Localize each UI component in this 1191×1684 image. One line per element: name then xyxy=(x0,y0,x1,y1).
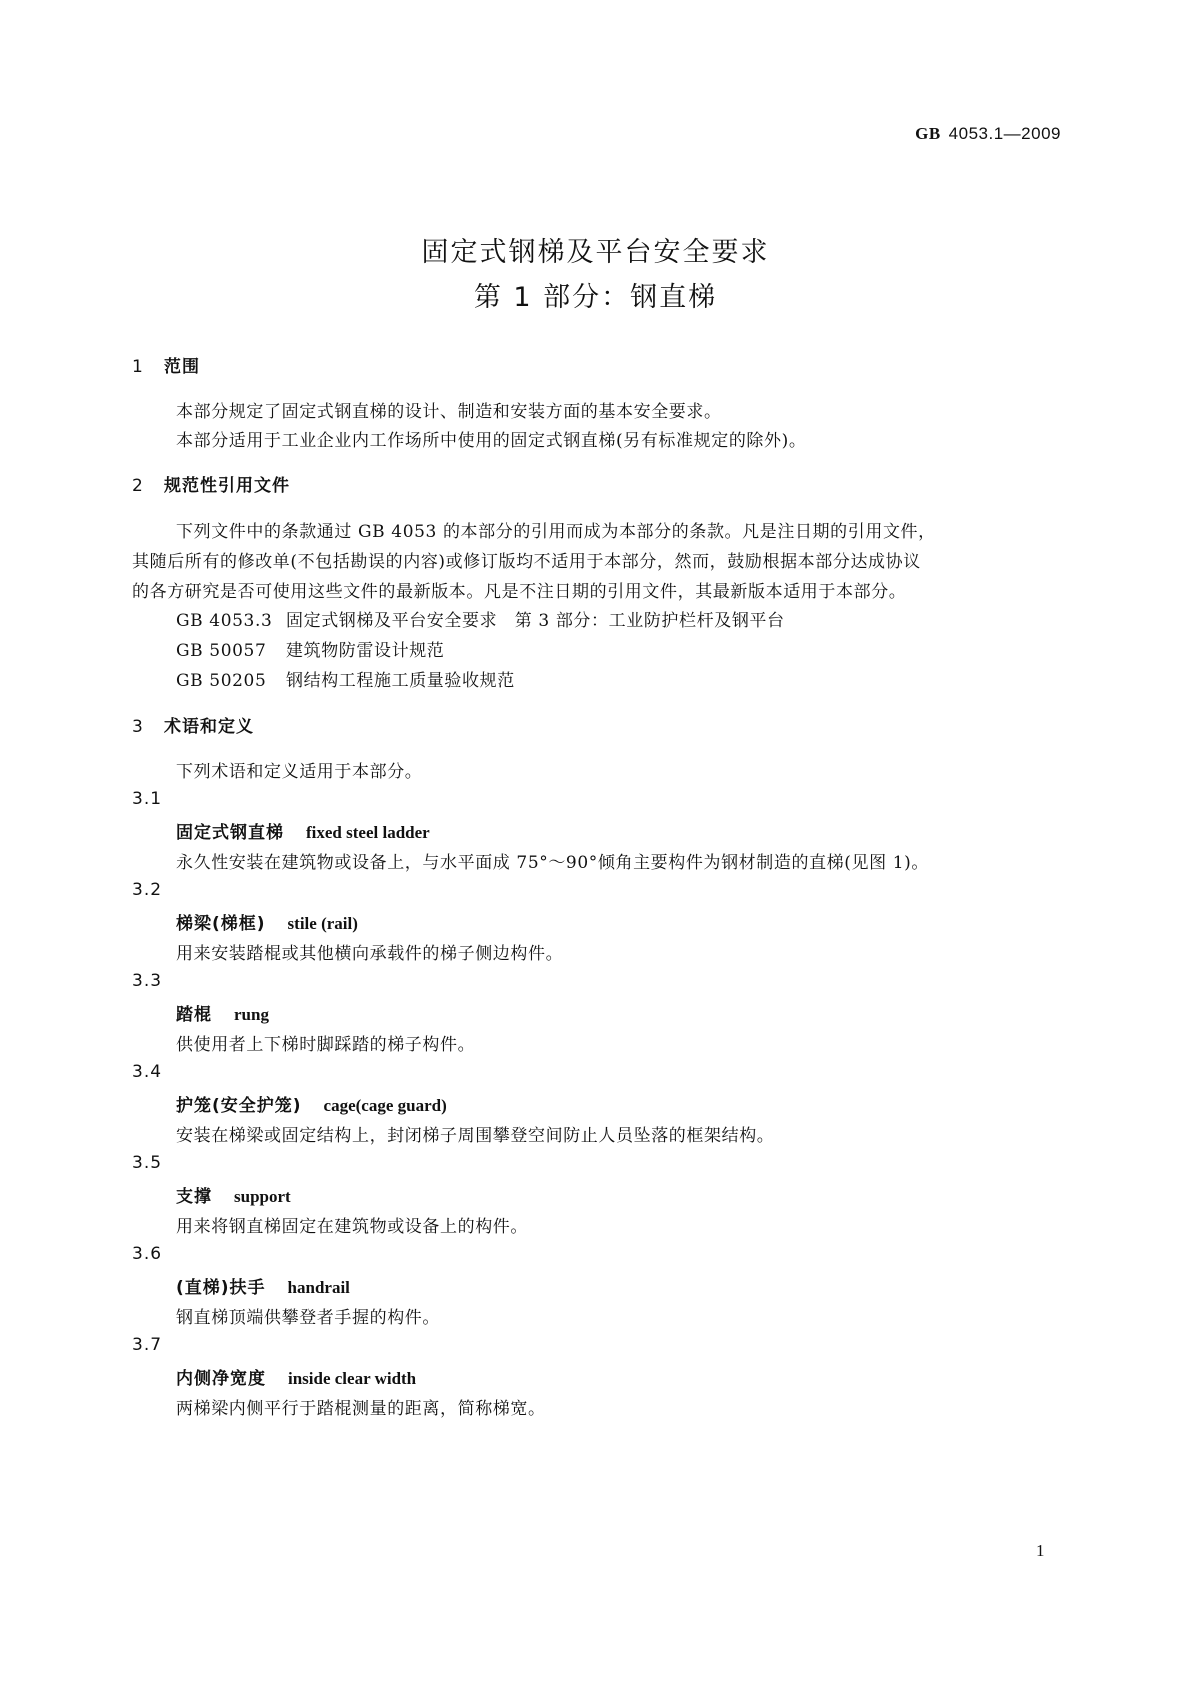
paragraph: 本部分适用于工业企业内工作场所中使用的固定式钢直梯(另有标准规定的除外)。 xyxy=(176,431,807,451)
term-definition: 用来将钢直梯固定在建筑物或设备上的构件。 xyxy=(176,1217,528,1237)
term-heading xyxy=(176,1273,350,1298)
term-heading xyxy=(176,909,358,934)
term-en: fixed steel ladder xyxy=(306,823,430,842)
term-en: cage(cage guard) xyxy=(323,1096,447,1115)
term-number: 3.6 xyxy=(132,1244,163,1264)
reference-item xyxy=(176,636,444,661)
term-zh: 支撑 xyxy=(176,1187,212,1207)
term-definition: 两梯梁内侧平行于踏棍测量的距离，简称梯宽。 xyxy=(176,1399,546,1419)
term-number: 3.1 xyxy=(132,789,163,809)
term-en: support xyxy=(234,1187,291,1206)
term-heading xyxy=(176,1364,416,1389)
reference-code: GB 50057 xyxy=(176,641,267,661)
term-en: rung xyxy=(234,1005,269,1024)
term-zh: (直梯)扶手 xyxy=(176,1278,266,1298)
standard-prefix: GB xyxy=(915,124,941,143)
section-title: 规范性引用文件 xyxy=(164,476,290,496)
section-title: 术语和定义 xyxy=(164,717,254,737)
term-definition: 永久性安装在建筑物或设备上，与水平面成 75°～90°倾角主要构件为钢材制造的直梯(见图 1)。 xyxy=(176,853,929,873)
term-zh: 护笼(安全护笼) xyxy=(176,1096,302,1116)
term-number: 3.7 xyxy=(132,1335,163,1355)
section-number: 1 xyxy=(132,357,144,377)
term-number: 3.2 xyxy=(132,880,163,900)
reference-code: GB 50205 xyxy=(176,671,267,691)
term-zh: 内侧净宽度 xyxy=(176,1369,266,1389)
standard-code xyxy=(915,124,1061,144)
term-heading xyxy=(176,818,430,843)
section-title: 范围 xyxy=(164,357,200,377)
term-zh: 踏棍 xyxy=(176,1005,212,1025)
term-zh: 梯梁(梯框) xyxy=(176,914,266,934)
section-heading-references xyxy=(132,471,290,496)
reference-title: 建筑物防雷设计规范 xyxy=(286,641,445,661)
reference-code: GB 4053.3 xyxy=(176,611,273,631)
section-heading-scope xyxy=(132,352,200,377)
term-heading xyxy=(176,1000,269,1025)
reference-item xyxy=(176,666,515,691)
standard-number: 4053.1—2009 xyxy=(948,124,1061,143)
paragraph: 下列术语和定义适用于本部分。 xyxy=(176,762,423,782)
paragraph: 本部分规定了固定式钢直梯的设计、制造和安装方面的基本安全要求。 xyxy=(176,402,722,422)
term-definition: 安装在梯梁或固定结构上，封闭梯子周围攀登空间防止人员坠落的框架结构。 xyxy=(176,1126,775,1146)
paragraph-line: 的各方研究是否可使用这些文件的最新版本。凡是不注日期的引用文件，其最新版本适用于本部分。 xyxy=(132,582,907,602)
term-heading xyxy=(176,1182,291,1207)
term-number: 3.4 xyxy=(132,1062,163,1082)
term-zh: 固定式钢直梯 xyxy=(176,823,284,843)
term-heading xyxy=(176,1091,447,1116)
reference-title: 固定式钢梯及平台安全要求 第 3 部分：工业防护栏杆及钢平台 xyxy=(286,611,785,631)
term-definition: 钢直梯顶端供攀登者手握的构件。 xyxy=(176,1308,440,1328)
term-number: 3.3 xyxy=(132,971,163,991)
term-en: inside clear width xyxy=(288,1369,417,1388)
section-heading-terms xyxy=(132,712,254,737)
document-subtitle: 第 1 部分：钢直梯 xyxy=(473,282,718,313)
reference-title: 钢结构工程施工质量验收规范 xyxy=(286,671,515,691)
term-definition: 用来安装踏棍或其他横向承载件的梯子侧边构件。 xyxy=(176,944,564,964)
term-en: handrail xyxy=(287,1278,350,1297)
section-number: 2 xyxy=(132,476,144,496)
paragraph-line: 下列文件中的条款通过 GB 4053 的本部分的引用而成为本部分的条款。凡是注日期的引用文件， xyxy=(176,522,936,542)
document-title: 固定式钢梯及平台安全要求 xyxy=(421,237,770,268)
reference-item xyxy=(176,606,785,631)
term-en: stile (rail) xyxy=(287,914,358,933)
term-number: 3.5 xyxy=(132,1153,163,1173)
paragraph-line: 其随后所有的修改单(不包括勘误的内容)或修订版均不适用于本部分，然而，鼓励根据本部分达成协议 xyxy=(132,552,921,572)
term-definition: 供使用者上下梯时脚踩踏的梯子构件。 xyxy=(176,1035,476,1055)
section-number: 3 xyxy=(132,717,144,737)
page-number: 1 xyxy=(1036,1541,1045,1560)
